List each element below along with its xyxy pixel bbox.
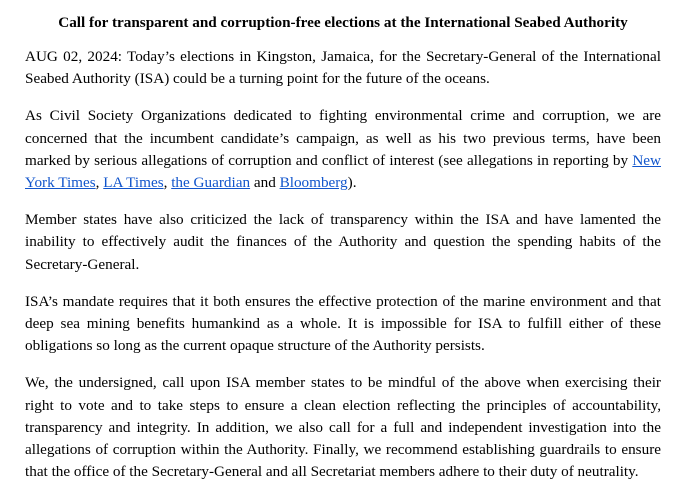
document-page <box>25 0 661 483</box>
link-bloomberg[interactable]: Bloomberg <box>279 174 348 192</box>
link-separator: , <box>95 174 104 192</box>
paragraph-allegations-text: As Civil Society Organizations dedicated to fighting environmental crime and corruption, we are concerned that the incumbent candidate’s campaign, as well as his two previous terms, have been marked by serious allegations of corruption and conflict of interest (see allegations in reporting by <box>25 107 661 169</box>
link-la-times[interactable]: LA Times <box>103 174 164 192</box>
paragraph-allegations <box>25 105 661 194</box>
paragraph-call-to-action: We, the undersigned, call upon ISA member states to be mindful of the above when exercising their right to vote and to take steps to ensure a clean election reflecting the principles of accountability, transparency and integrity. In addition, we also call for a full and independent investigation into the allegations of corruption within the Authority. Finally, we recommend establishing guardrails to ensure that the office of the Secretary-General and all Secretariat members adhere to their duty of neutrality. <box>25 374 661 481</box>
page-title: Call for transparent and corruption-free elections at the International Seabed Authority <box>58 14 628 31</box>
paragraph-mandate: ISA’s mandate requires that it both ensures the effective protection of the marine environment and that deep sea mining benefits humankind as a whole. It is impossible for ISA to fulfill either of these obligations so long as the current opaque structure of the Authority persists. <box>25 292 661 355</box>
paragraph-member-states: Member states have also criticized the lack of transparency within the ISA and have lamented the inability to effectively audit the finances of the Authority and question the spending habits of the Secretary-General. <box>25 211 661 273</box>
link-new-york-times[interactable]: New York Times <box>25 151 661 192</box>
link-separator-and: and <box>250 174 280 192</box>
link-the-guardian[interactable]: the Guardian <box>171 174 251 192</box>
paragraph-allegations-end: ). <box>347 174 357 192</box>
link-separator: , <box>163 174 172 192</box>
paragraph-intro: AUG 02, 2024: Today’s elections in Kingston, Jamaica, for the Secretary-General of the International Seabed Authority (ISA) could be a turning point for the future of the oceans. <box>25 48 661 88</box>
